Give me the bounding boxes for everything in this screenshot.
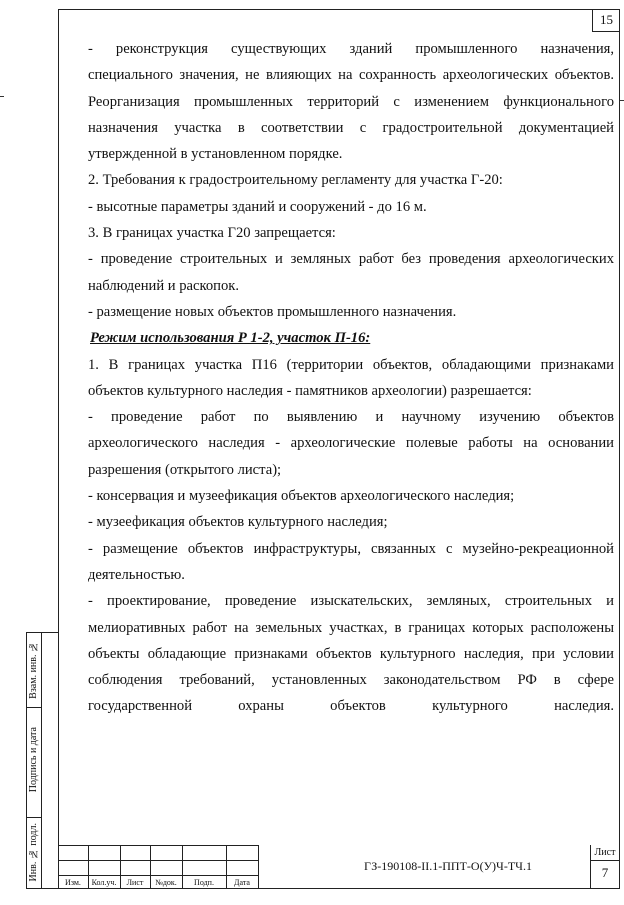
sheet-number: 7	[601, 865, 609, 880]
text-line: государственной охраны объектов культурного наследия.	[88, 698, 614, 715]
vzam-inv-label: Взам. инв. №	[28, 641, 39, 699]
title-block	[58, 845, 620, 889]
page-number: 15	[592, 9, 620, 32]
document-body	[88, 36, 614, 720]
col-label-data: Дата	[234, 878, 250, 887]
text-line: 2. Требования к градостроительному регламенту для участка Г-20:	[88, 172, 503, 189]
sheet-label: Лист	[594, 847, 616, 858]
section-heading: Режим использования Р 1-2, участок П-16:	[90, 330, 371, 347]
inv-podl-label: Инв. № подл.	[28, 823, 39, 882]
text-line: - консервация и музеефикация объектов археологического наследия;	[88, 488, 515, 505]
text-line: 3. В границах участка Г20 запрещается:	[88, 225, 336, 242]
col-label-podp: Подп.	[194, 878, 214, 887]
margin-tick	[0, 96, 4, 97]
col-label-ndok: №док.	[155, 878, 177, 887]
text-line: - проведение строительных и земляных работ без проведения археологических	[88, 251, 614, 268]
text-line: - размещение новых объектов промышленного назначения.	[88, 303, 457, 320]
text-line: - высотные параметры зданий и сооружений - до 16 м.	[88, 198, 427, 215]
podpis-data-label: Подпись и дата	[28, 727, 39, 793]
text-line: археологического наследия - археологические полевые работы на основании	[88, 435, 614, 452]
col-label-kolvo: Кол.уч.	[91, 878, 117, 887]
text-line: наблюдений и раскопок.	[88, 277, 239, 294]
col-label-izm: Изм.	[65, 878, 81, 887]
text-line: - музеефикация объектов культурного наследия;	[88, 514, 388, 531]
text-line: мелиоративных работ на земельных участках, в границах которых расположены	[88, 619, 614, 636]
text-line: утвержденной в установленном порядке.	[88, 146, 343, 163]
text-line: - проведение работ по выявлению и научному изучению объектов	[88, 409, 614, 426]
text-line: объектов культурного наследия - памятников археологии) разрешается:	[88, 382, 532, 399]
text-line: деятельностью.	[88, 566, 185, 583]
text-line: соблюдения требований, установленных законодательством РФ в сфере	[88, 672, 614, 689]
text-line: 1. В границах участка П16 (территории объектов, обладающими признаками	[88, 356, 614, 373]
text-line: специального значения, не влияющих на сохранность археологических объектов.	[88, 67, 614, 84]
side-stamp	[26, 632, 58, 889]
col-label-list: Лист	[126, 878, 144, 887]
margin-tick	[620, 100, 624, 101]
text-line: - проектирование, проведение изыскательских, земляных, строительных и	[88, 593, 614, 610]
text-line: - размещение объектов инфраструктуры, связанных с музейно-рекреационной	[88, 540, 614, 557]
document-code: ГЗ-190108-II.1-ППТ-О(У)Ч-ТЧ.1	[364, 859, 532, 873]
text-line: назначения участка в соответствии с градостроительной документацией	[88, 119, 614, 136]
text-line: Реорганизация промышленных территорий с изменением функционального	[88, 93, 614, 110]
text-line: объекты обладающие признаками объектов культурного наследия, при условии	[88, 645, 614, 662]
text-line: разрешения (открытого листа);	[88, 461, 282, 478]
text-line: - реконструкция существующих зданий промышленного назначения,	[88, 41, 614, 57]
